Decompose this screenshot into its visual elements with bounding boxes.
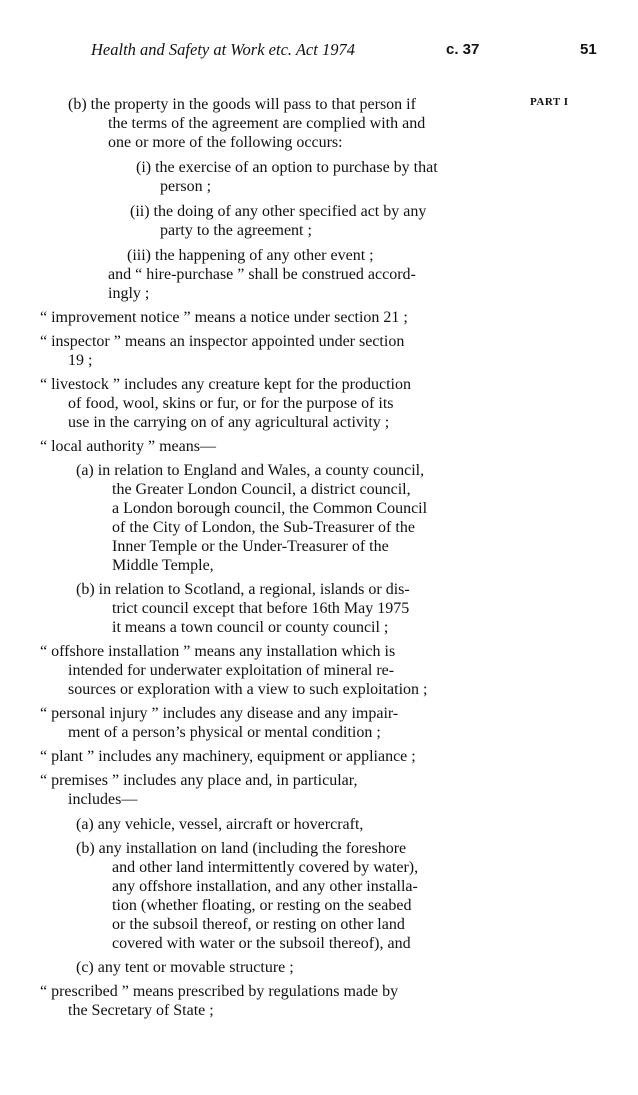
text-line: “ offshore installation ” means any installation which is <box>40 643 396 660</box>
text-line: “ plant ” includes any machinery, equipment or appliance ; <box>40 748 416 765</box>
text-line: or the subsoil thereof, or resting on other land <box>112 916 405 933</box>
text-line: covered with water or the subsoil thereof), and <box>112 935 411 952</box>
text-line: any offshore installation, and any other installa- <box>112 878 418 895</box>
text-line: intended for underwater exploitation of mineral re- <box>68 662 395 679</box>
text-line: (i) the exercise of an option to purchase by that <box>136 159 438 176</box>
text-line: “ livestock ” includes any creature kept for the production <box>40 376 411 393</box>
text-line: includes— <box>68 791 138 808</box>
text-line: and other land intermittently covered by water), <box>112 859 419 876</box>
running-header <box>0 38 638 62</box>
text-line: (b) any installation on land (including the foreshore <box>76 840 407 857</box>
text-line: the Secretary of State ; <box>68 1002 214 1019</box>
text-line: (ii) the doing of any other specified act by any <box>130 203 427 220</box>
text-line: “ personal injury ” includes any disease and any impair- <box>40 705 399 722</box>
text-line: use in the carrying on of any agricultural activity ; <box>68 414 390 431</box>
text-line: (a) in relation to England and Wales, a county council, <box>76 462 425 479</box>
text-line: (a) any vehicle, vessel, aircraft or hovercraft, <box>76 816 364 833</box>
margin-note-part: PART I <box>530 96 569 108</box>
text-line: tion (whether floating, or resting on the seabed <box>112 897 412 914</box>
text-line: Inner Temple or the Under-Treasurer of the <box>112 538 389 555</box>
text-line: “ premises ” includes any place and, in particular, <box>40 772 358 789</box>
text-line: (iii) the happening of any other event ; <box>127 247 374 264</box>
text-line: (b) in relation to Scotland, a regional, islands or dis- <box>76 581 410 598</box>
text-line: of food, wool, skins or fur, or for the purpose of its <box>68 395 394 412</box>
page-number: 51 <box>580 41 597 58</box>
text-line: a London borough council, the Common Council <box>112 500 428 517</box>
text-line: it means a town council or county council ; <box>112 619 389 636</box>
text-line: trict council except that before 16th May 1975 <box>112 600 410 617</box>
text-line: ingly ; <box>108 285 150 302</box>
text-line: the Greater London Council, a district council, <box>112 481 411 498</box>
text-line: one or more of the following occurs: <box>108 134 343 151</box>
text-line: (c) any tent or movable structure ; <box>76 959 294 976</box>
text-line: 19 ; <box>68 352 93 369</box>
chapter-number: c. 37 <box>446 41 480 58</box>
text-line: “ inspector ” means an inspector appointed under section <box>40 333 405 350</box>
text-line: “ local authority ” means— <box>40 438 216 455</box>
text-line: “ prescribed ” means prescribed by regulations made by <box>40 983 399 1000</box>
text-line: “ improvement notice ” means a notice under section 21 ; <box>40 309 408 326</box>
text-line: of the City of London, the Sub-Treasurer of the <box>112 519 415 536</box>
text-line: Middle Temple, <box>112 557 214 574</box>
text-line: and “ hire-purchase ” shall be construed accord- <box>108 266 416 283</box>
text-line: person ; <box>160 178 212 195</box>
text-line: the terms of the agreement are complied with and <box>108 115 426 132</box>
text-line: (b) the property in the goods will pass to that person if <box>68 96 416 113</box>
text-line: party to the agreement ; <box>160 222 312 239</box>
text-line: ment of a person’s physical or mental condition ; <box>68 724 381 741</box>
act-title: Health and Safety at Work etc. Act 1974 <box>91 40 355 59</box>
text-line: sources or exploration with a view to such exploitation ; <box>68 681 428 698</box>
